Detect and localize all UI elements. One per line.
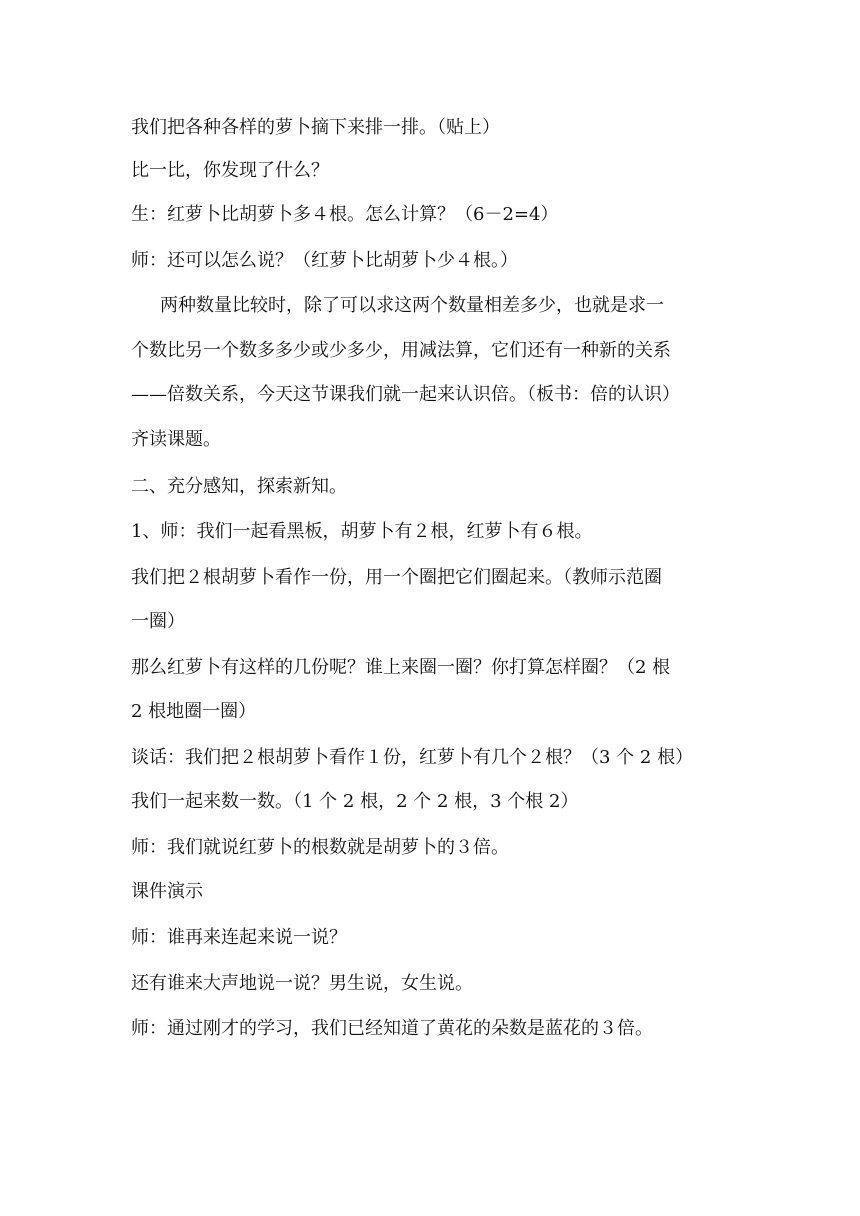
text-line: 一圈） (131, 611, 185, 632)
text-line: 我们把２根胡萝卜看作一份，用一个圈把它们圈起来。（教师示范圈 (131, 567, 662, 588)
text-line: 师：还可以怎么说？（红萝卜比胡萝卜少４根。） (131, 250, 518, 271)
text-line: 生：红萝卜比胡萝卜多４根。怎么计算？（6－2=4） (131, 204, 559, 225)
section-heading: 二、充分感知，探索新知。 (131, 476, 347, 497)
paragraph-line: 个数比另一个数多多少或少多少，用减法算，它们还有一种新的关系 (131, 340, 671, 361)
text-line: 那么红萝卜有这样的几份呢？谁上来圈一圈？你打算怎样圈？（2 根 (131, 657, 671, 678)
text-line: 还有谁来大声地说一说？男生说，女生说。 (131, 973, 473, 994)
paragraph-line: 两种数量比较时，除了可以求这两个数量相差多少，也就是求一 (160, 295, 664, 316)
text-line: 课件演示 (131, 881, 203, 902)
text-line: 2 根地圈一圈） (131, 701, 257, 722)
paragraph-line: ——倍数关系，今天这节课我们就一起来认识倍。（板书：倍的认识） (131, 384, 680, 405)
text-line: 比一比，你发现了什么？ (131, 160, 329, 181)
text-line: 师：通过刚才的学习，我们已经知道了黄花的朵数是蓝花的３倍。 (131, 1018, 653, 1039)
text-line: 齐读课题。 (131, 429, 221, 450)
text-line: 我们把各种各样的萝卜摘下来排一排。（贴上） (131, 117, 500, 138)
text-line: 我们一起来数一数。（1 个 2 根，2 个 2 根，3 个根 2） (131, 791, 579, 812)
text-line: 1、师：我们一起看黑板，胡萝卜有２根，红萝卜有６根。 (131, 521, 593, 542)
text-line: 谈话：我们把２根胡萝卜看作１份，红萝卜有几个２根？（3 个 2 根） (131, 747, 694, 768)
text-line: 师：谁再来连起来说一说？ (131, 927, 347, 948)
text-line: 师：我们就说红萝卜的根数就是胡萝卜的３倍。 (131, 837, 509, 858)
